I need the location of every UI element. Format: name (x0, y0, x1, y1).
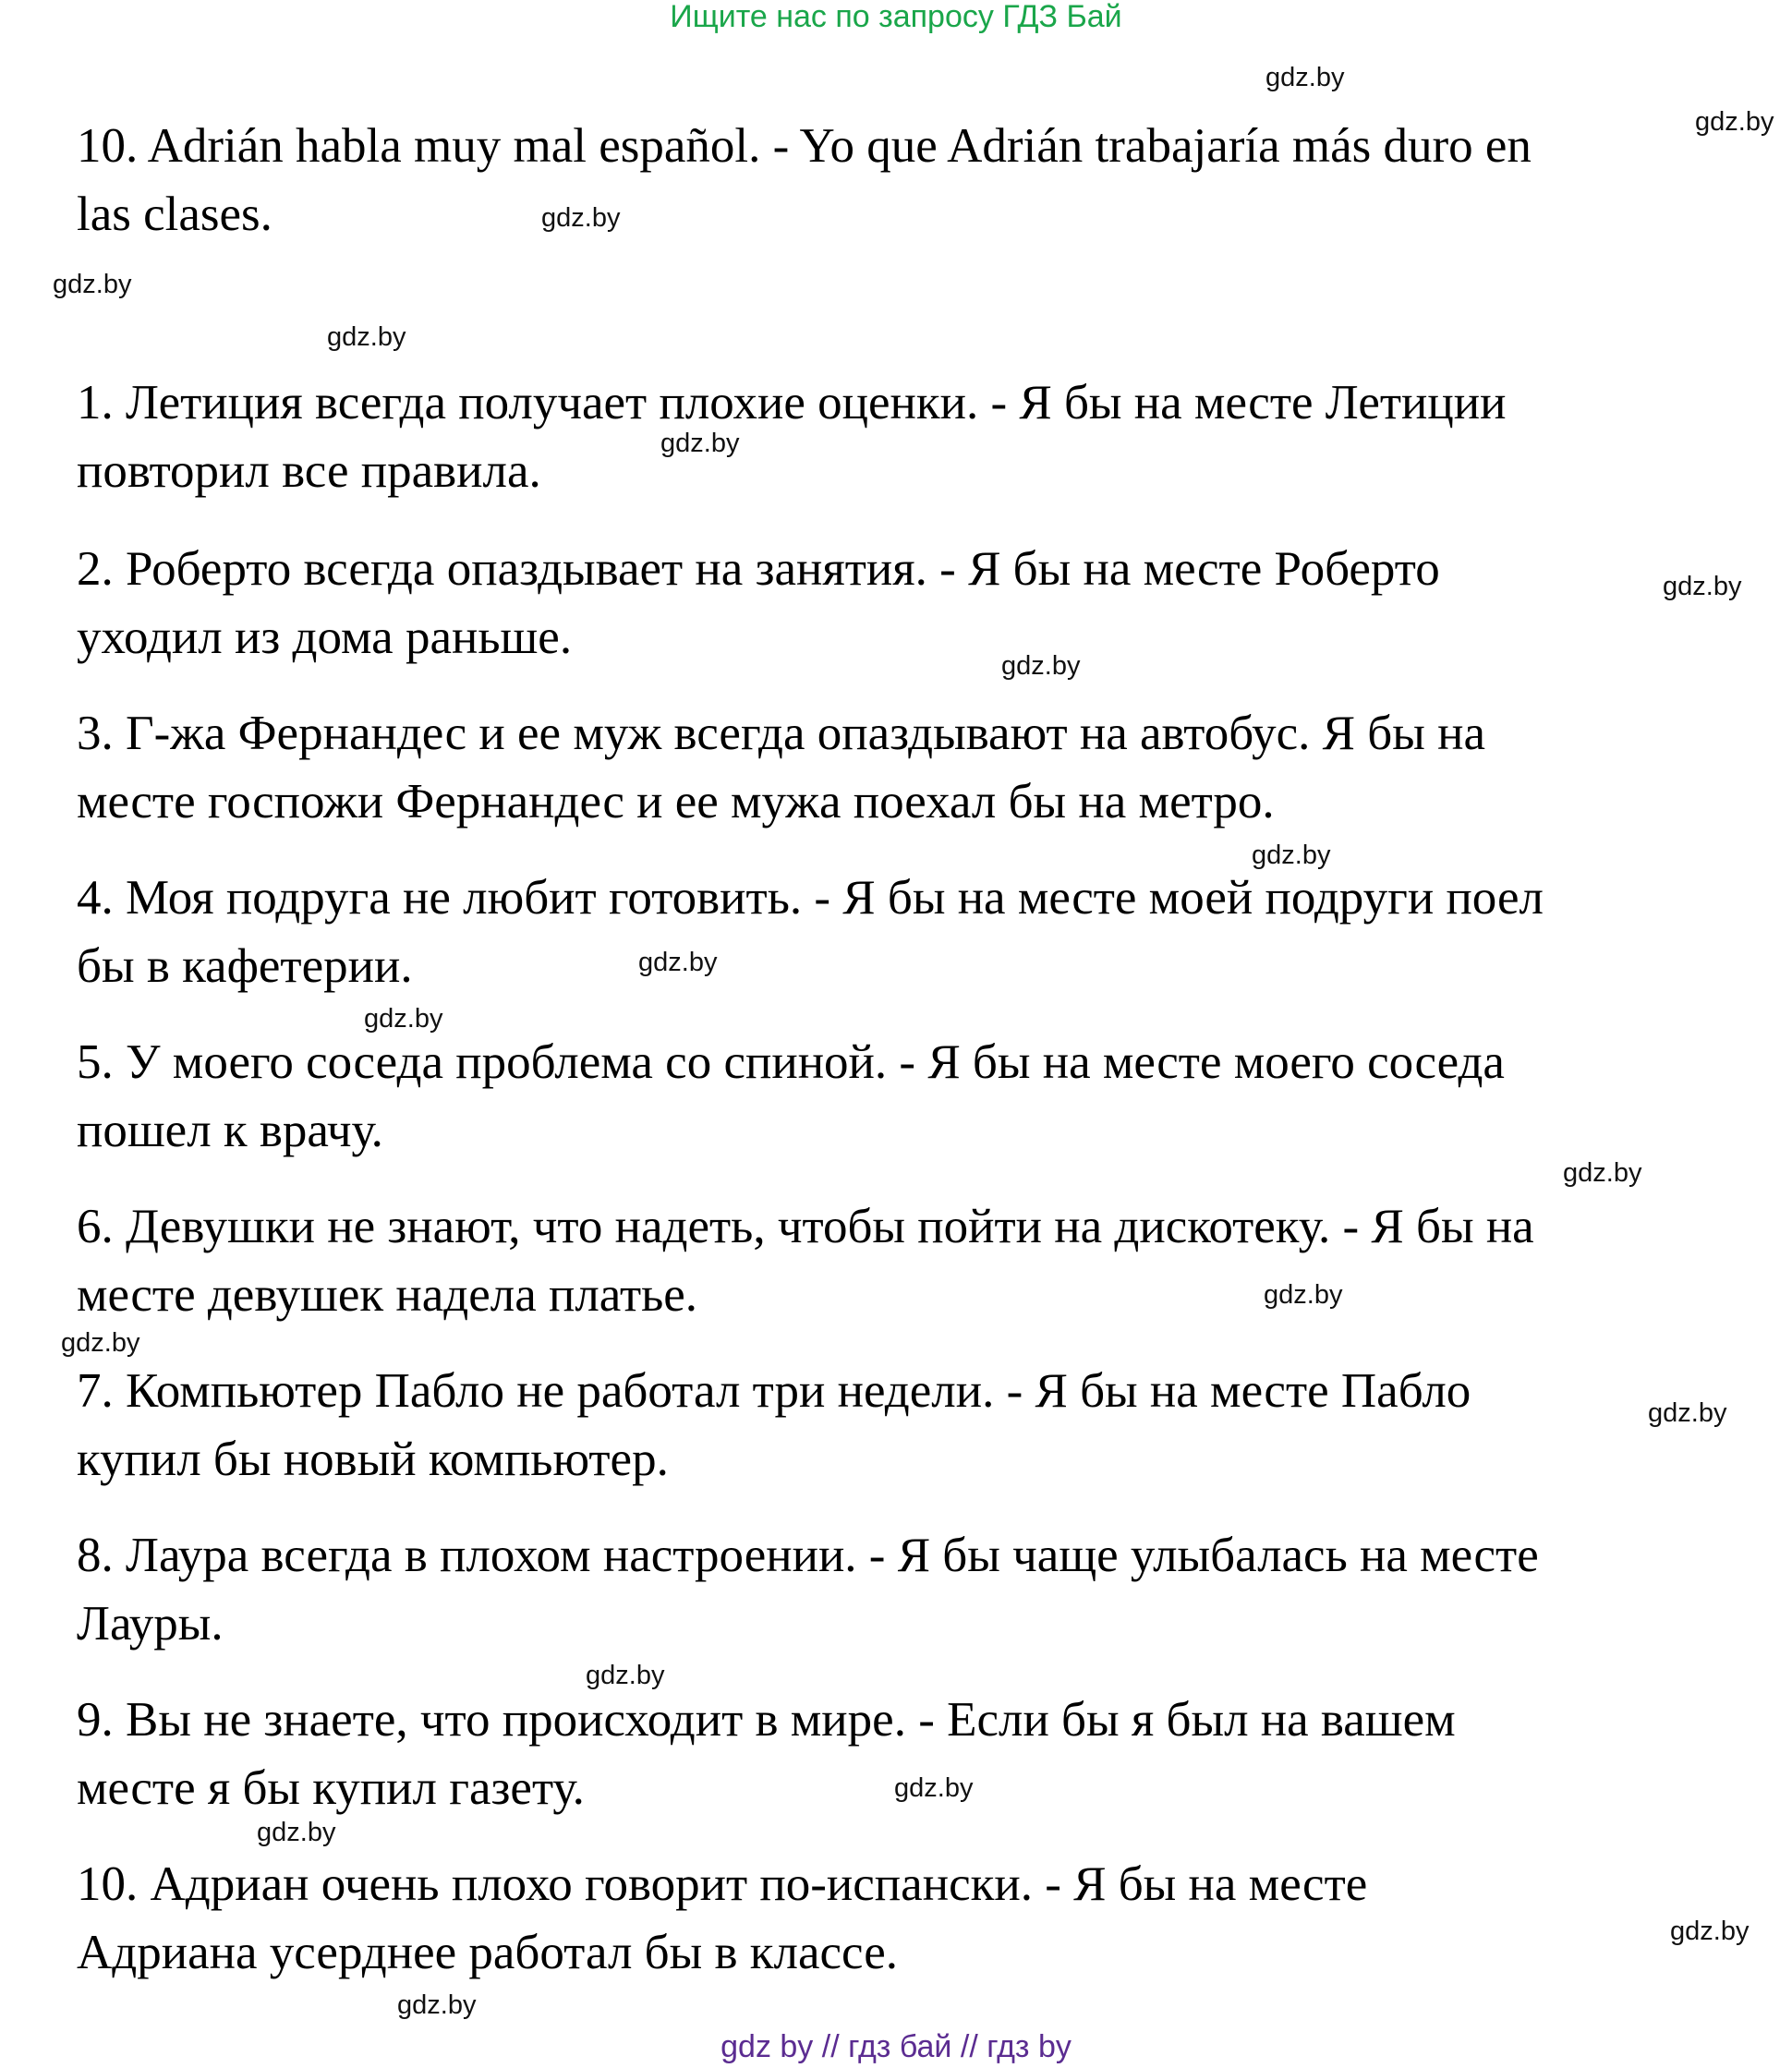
top-banner: Ищите нас по запросу ГДЗ Бай (670, 0, 1122, 34)
watermark: gdz.by (257, 1818, 336, 1847)
watermark: gdz.by (1252, 841, 1331, 870)
watermark: gdz.by (894, 1773, 974, 1803)
watermark: gdz.by (397, 1990, 477, 2020)
answer-paragraph-10 (77, 1850, 1721, 1987)
watermark: gdz.by (327, 322, 406, 352)
paragraph-line: 9. Вы не знаете, что происходит в мире. - Если бы я был на вашем (77, 1693, 1456, 1747)
answer-paragraph-4 (77, 864, 1721, 1000)
answer-paragraph-spanish (77, 112, 1721, 248)
answer-paragraph-5 (77, 1028, 1721, 1165)
paragraph-line: las clases. (77, 187, 272, 241)
paragraph-line: 3. Г-жа Фернандес и ее муж всегда опаздывают на автобус. Я бы на (77, 707, 1485, 760)
watermark: gdz.by (660, 429, 740, 458)
watermark: gdz.by (586, 1661, 665, 1690)
watermark: gdz.by (1648, 1398, 1727, 1428)
paragraph-line: месте я бы купил газету. (77, 1761, 585, 1815)
watermark: gdz.by (364, 1004, 443, 1034)
paragraph-line: Лауры. (77, 1597, 224, 1651)
watermark: gdz.by (1001, 651, 1081, 681)
paragraph-line: 6. Девушки не знают, что надеть, чтобы пойти на дискотеку. - Я бы на (77, 1200, 1534, 1253)
watermark: gdz.by (541, 203, 621, 233)
answer-paragraph-3 (77, 699, 1721, 836)
answer-paragraph-6 (77, 1192, 1721, 1329)
paragraph-line: уходил из дома раньше. (77, 611, 573, 664)
answer-paragraph-1 (77, 369, 1721, 505)
paragraph-line: 1. Летиция всегда получает плохие оценки. - Я бы на месте Летиции (77, 376, 1507, 429)
paragraph-line: 5. У моего соседа проблема со спиной. - Я бы на месте моего соседа (77, 1035, 1505, 1089)
paragraph-line: пошел к врачу. (77, 1104, 383, 1157)
watermark: gdz.by (1264, 1280, 1343, 1310)
paragraph-line: повторил все правила. (77, 444, 541, 498)
paragraph-line: месте госпожи Фернандес и ее мужа поехал бы на метро. (77, 775, 1275, 828)
paragraph-line: 10. Адриан очень плохо говорит по-испански. - Я бы на месте (77, 1857, 1368, 1911)
watermark: gdz.by (1695, 107, 1774, 137)
watermark: gdz.by (1563, 1158, 1642, 1188)
paragraph-line: 10. Adrián habla muy mal español. - Yo que Adrián trabajaría más duro en (77, 119, 1532, 173)
paragraph-line: 4. Моя подруга не любит готовить. - Я бы на месте моей подруги поел (77, 871, 1544, 925)
paragraph-line: 7. Компьютер Пабло не работал три недели. - Я бы на месте Пабло (77, 1364, 1471, 1418)
answer-paragraph-2 (77, 535, 1721, 671)
answer-paragraph-8 (77, 1521, 1721, 1658)
watermark: gdz.by (61, 1328, 140, 1358)
paragraph-line: 8. Лаура всегда в плохом настроении. - Я бы чаще улыбалась на месте (77, 1529, 1539, 1582)
watermark: gdz.by (53, 270, 132, 299)
answer-paragraph-7 (77, 1357, 1721, 1494)
paragraph-line: купил бы новый компьютер. (77, 1433, 669, 1486)
paragraph-line: бы в кафетерии. (77, 939, 413, 993)
paragraph-line: месте девушек надела платье. (77, 1268, 698, 1322)
paragraph-line: Адриана усерднее работал бы в классе. (77, 1926, 898, 1979)
watermark: gdz.by (1663, 572, 1742, 601)
footer-links: gdz by // гдз бай // гдз by (720, 2029, 1072, 2064)
watermark: gdz.by (1670, 1917, 1750, 1946)
watermark: gdz.by (1265, 63, 1345, 92)
paragraph-line: 2. Роберто всегда опаздывает на занятия. - Я бы на месте Роберто (77, 542, 1440, 596)
watermark: gdz.by (638, 948, 718, 977)
